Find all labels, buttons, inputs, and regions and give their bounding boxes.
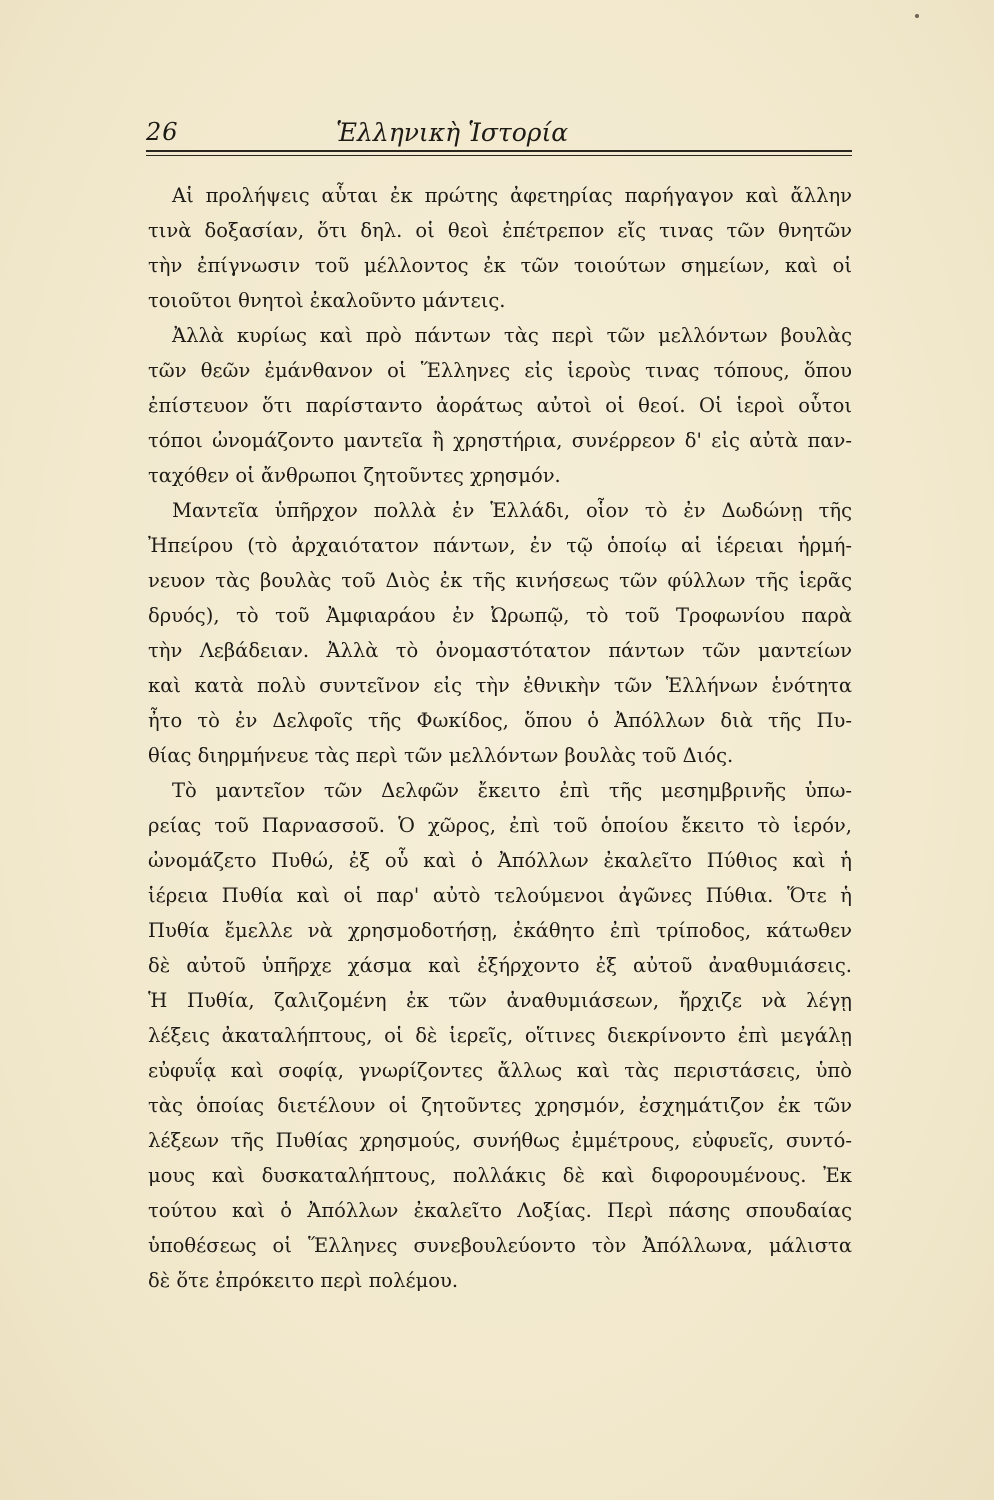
- text-line: νευον τὰς βουλὰς τοῦ Διὸς ἐκ τῆς κινήσεως τῶν φύλλων τῆς ἱερᾶς: [148, 569, 852, 592]
- page-header: [146, 118, 852, 152]
- text-line: τόποι ὠνομάζοντο μαντεῖα ἢ χρηστήρια, συνέρρεον δ' εἰς αὐτὰ παν-: [148, 429, 852, 452]
- text-line: τῶν θεῶν ἐμάνθανον οἱ Ἕλληνες εἰς ἱεροὺς τινας τόπους, ὅπου: [148, 359, 852, 382]
- text-line: ταχόθεν οἱ ἄνθρωποι ζητοῦντες χρησμόν.: [148, 464, 561, 487]
- text-line: δὲ αὐτοῦ ὑπῆρχε χάσμα καὶ ἐξήρχοντο ἐξ αὐτοῦ ἀναθυμιάσεις.: [148, 954, 852, 977]
- text-line: ἐπίστευον ὅτι παρίσταντο ἀοράτως αὐτοὶ οἱ θεοί. Οἱ ἱεροὶ οὗτοι: [148, 394, 852, 417]
- text-line: δὲ ὅτε ἐπρόκειτο περὶ πολέμου.: [148, 1269, 459, 1292]
- running-title: Ἑλληνικὴ Ἱστορία: [336, 118, 569, 147]
- text-line: μους καὶ δυσκαταλήπτους, πολλάκις δὲ καὶ διφορουμένους. Ἐκ: [148, 1164, 852, 1187]
- text-line: ἱέρεια Πυθία καὶ οἱ παρ' αὐτὸ τελούμενοι ἀγῶνες Πύθια. Ὅτε ἡ: [148, 884, 852, 907]
- text-line: εὐφυΐᾳ καὶ σοφίᾳ, γνωρίζοντες ἄλλως καὶ τὰς περιστάσεις, ὑπὸ: [148, 1059, 852, 1082]
- text-line: καὶ κατὰ πολὺ συντεῖνον εἰς τὴν ἐθνικὴν τῶν Ἑλλήνων ἑνότητα: [148, 674, 852, 697]
- text-line: Ἀλλὰ κυρίως καὶ πρὸ πάντων τὰς περὶ τῶν μελλόντων βουλὰς: [172, 324, 852, 347]
- text-line: τὴν ἐπίγνωσιν τοῦ μέλλοντος ἐκ τῶν τοιούτων σημείων, καὶ οἱ: [148, 254, 852, 277]
- page-number: 26: [146, 118, 179, 146]
- header-rule-thin: [146, 155, 852, 156]
- text-line: Αἱ προλήψεις αὗται ἐκ πρώτης ἀφετηρίας παρήγαγον καὶ ἄλλην: [172, 184, 852, 207]
- text-line: ἦτο τὸ ἐν Δελφοῖς τῆς Φωκίδος, ὅπου ὁ Ἀπόλλων διὰ τῆς Πυ-: [148, 709, 852, 732]
- text-line: θίας διηρμήνευε τὰς περὶ τῶν μελλόντων βουλὰς τοῦ Διός.: [148, 744, 734, 767]
- text-line: ρείας τοῦ Παρνασσοῦ. Ὁ χῶρος, ἐπὶ τοῦ ὁποίου ἔκειτο τὸ ἱερόν,: [148, 814, 852, 837]
- text-line: τούτου καὶ ὁ Ἀπόλλων ἐκαλεῖτο Λοξίας. Περὶ πάσης σπουδαίας: [148, 1199, 852, 1222]
- text-line: δρυός), τὸ τοῦ Ἀμφιαράου ἐν Ὠρωπῷ, τὸ τοῦ Τροφωνίου παρὰ: [148, 604, 852, 627]
- text-line: τοιοῦτοι θνητοὶ ἐκαλοῦντο μάντεις.: [148, 289, 506, 312]
- text-line: Πυθία ἔμελλε νὰ χρησμοδοτήσῃ, ἐκάθητο ἐπὶ τρίποδος, κάτωθεν: [148, 919, 852, 942]
- text-line: Μαντεῖα ὑπῆρχον πολλὰ ἐν Ἑλλάδι, οἷον τὸ ἐν Δωδώνῃ τῆς: [172, 499, 852, 522]
- text-line: τὰς ὁποίας διετέλουν οἱ ζητοῦντες χρησμόν, ἐσχημάτιζον ἐκ τῶν: [148, 1094, 852, 1117]
- text-line: Ἡ Πυθία, ζαλιζομένη ἐκ τῶν ἀναθυμιάσεων, ἤρχιζε νὰ λέγῃ: [148, 989, 852, 1012]
- text-line: ὠνομάζετο Πυθώ, ἐξ οὗ καὶ ὁ Ἀπόλλων ἐκαλεῖτο Πύθιος καὶ ἡ: [148, 849, 852, 872]
- text-line: Τὸ μαντεῖον τῶν Δελφῶν ἔκειτο ἐπὶ τῆς μεσημβρινῆς ὑπω-: [172, 779, 852, 802]
- header-rule-thick: [146, 150, 852, 152]
- text-line: Ἠπείρου (τὸ ἀρχαιότατον πάντων, ἐν τῷ ὁποίῳ αἱ ἱέρειαι ἡρμή-: [148, 534, 852, 557]
- body-text: [148, 178, 852, 1298]
- text-line: τὴν Λεβάδειαν. Ἀλλὰ τὸ ὀνομαστότατον πάντων τῶν μαντείων: [148, 639, 852, 662]
- text-line: λέξεων τῆς Πυθίας χρησμούς, συνήθως ἐμμέτρους, εὐφυεῖς, συντό-: [148, 1129, 852, 1152]
- text-line: ὑποθέσεως οἱ Ἕλληνες συνεβουλεύοντο τὸν Ἀπόλλωνα, μάλιστα: [148, 1234, 852, 1257]
- text-line: τινὰ δοξασίαν, ὅτι δηλ. οἱ θεοὶ ἐπέτρεπον εἴς τινας τῶν θνητῶν: [148, 219, 852, 242]
- ink-speck: [915, 14, 919, 18]
- text-line: λέξεις ἀκαταλήπτους, οἱ δὲ ἱερεῖς, οἵτινες διεκρίνοντο ἐπὶ μεγάλῃ: [148, 1024, 852, 1047]
